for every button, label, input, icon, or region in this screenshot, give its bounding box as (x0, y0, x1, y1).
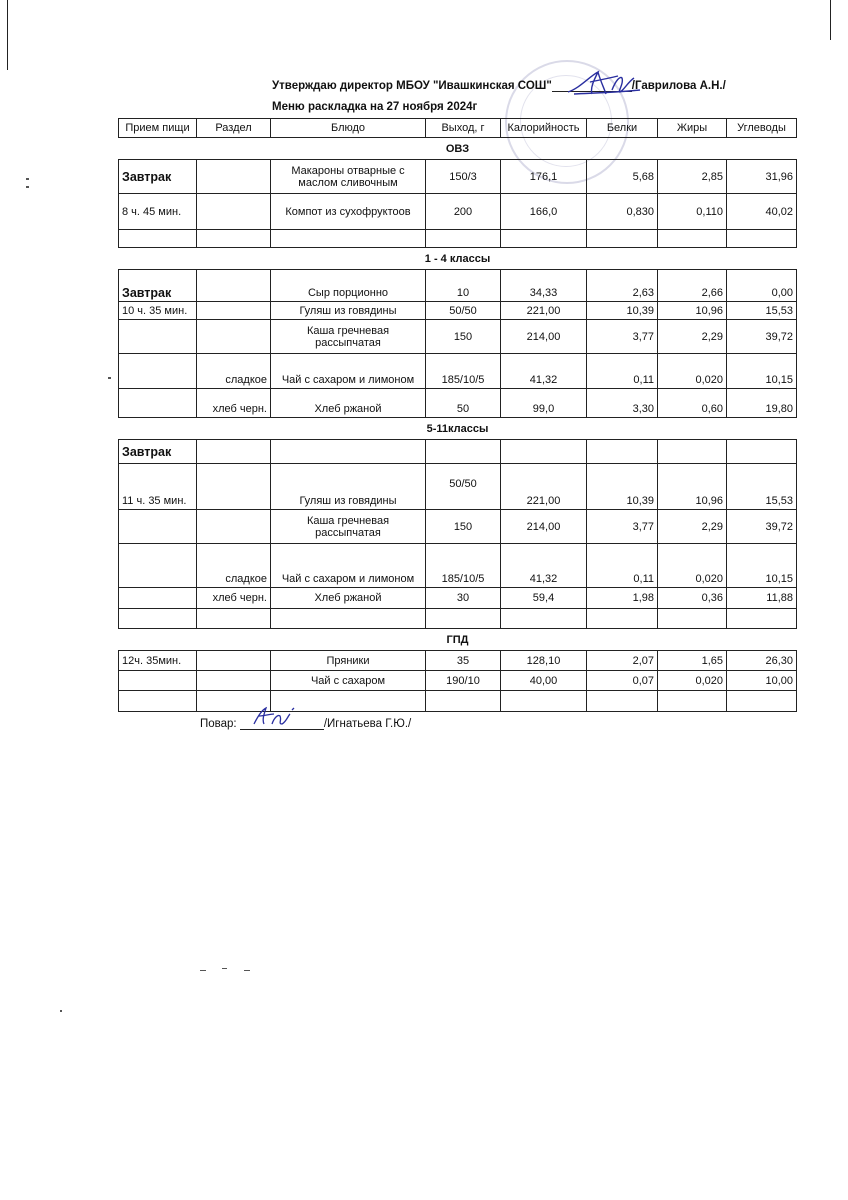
protein-cell: 10,39 (587, 464, 658, 510)
dish-cell: Гуляш из говядины (271, 464, 426, 510)
protein-cell: 2,63 (587, 270, 658, 302)
fat-cell: 10,96 (658, 464, 727, 510)
table-row (119, 270, 797, 302)
meal-time-cell: 11 ч. 35 мин. (119, 464, 197, 510)
meal-cell (119, 544, 197, 588)
fat-cell: 0,020 (658, 354, 727, 389)
yield-cell: 150 (426, 510, 501, 544)
dish-cell: Хлеб ржаной (271, 389, 426, 418)
scan-speck (108, 377, 111, 379)
menu-title: Меню раскладка на 27 ноября 2024г (272, 101, 478, 113)
protein-cell: 3,77 (587, 510, 658, 544)
kcal-cell: 59,4 (501, 588, 587, 609)
cook-signature-underline (240, 717, 324, 730)
section-cell: хлеб черн. (197, 389, 271, 418)
meal-cell (119, 671, 197, 691)
scan-edge-right (830, 0, 831, 40)
kcal-cell: 166,0 (501, 194, 587, 230)
fat-cell: 0,020 (658, 544, 727, 588)
approve-prefix: Утверждаю директор МБОУ "Ивашкинская СОШ" (272, 80, 552, 92)
yield-cell: 50/50 (426, 302, 501, 320)
protein-cell: 3,30 (587, 389, 658, 418)
carbs-cell: 39,72 (727, 320, 797, 354)
column-header: Калорийность (501, 119, 587, 138)
dish-cell: Чай с сахаром и лимоном (271, 544, 426, 588)
meal-cell (119, 588, 197, 609)
column-header: Выход, г (426, 119, 501, 138)
table-row (119, 510, 797, 544)
cook-name: /Игнатьева Г.Ю./ (323, 718, 412, 730)
kcal-cell: 221,00 (501, 464, 587, 510)
meal-time-cell: 8 ч. 45 мин. (119, 194, 197, 230)
section-title-ovz: ОВЗ (445, 142, 470, 155)
column-header: Прием пищи (119, 119, 197, 138)
empty-row (119, 230, 797, 248)
section-cell: сладкое (197, 544, 271, 588)
kcal-cell: 128,10 (501, 651, 587, 671)
carbs-cell: 11,88 (727, 588, 797, 609)
kcal-cell: 40,00 (501, 671, 587, 691)
protein-cell: 0,11 (587, 544, 658, 588)
carbs-cell: 26,30 (727, 651, 797, 671)
section-cell (197, 671, 271, 691)
meal-cell: Завтрак (119, 160, 197, 194)
dish-cell: Пряники (271, 651, 426, 671)
empty-row (119, 609, 797, 629)
scan-speck (244, 970, 250, 971)
fat-cell: 0,36 (658, 588, 727, 609)
meal-cell (119, 320, 197, 354)
yield-cell: 50/50 (426, 464, 501, 510)
section-title-row (119, 418, 797, 440)
section-cell (197, 194, 271, 230)
protein-cell: 0,830 (587, 194, 658, 230)
table-row (119, 440, 797, 464)
table-row (119, 671, 797, 691)
fat-cell: 0,020 (658, 671, 727, 691)
yield-cell: 185/10/5 (426, 354, 501, 389)
dish-cell: Хлеб ржаной (271, 588, 426, 609)
kcal-cell: 214,00 (501, 320, 587, 354)
protein-cell: 3,77 (587, 320, 658, 354)
column-header: Блюдо (271, 119, 426, 138)
meal-time-cell: 12ч. 35мин. (119, 651, 197, 671)
carbs-cell: 19,80 (727, 389, 797, 418)
scan-speck (26, 178, 29, 180)
carbs-cell: 10,15 (727, 354, 797, 389)
kcal-cell: 221,00 (501, 302, 587, 320)
protein-cell: 5,68 (587, 160, 658, 194)
section-title-row (119, 248, 797, 270)
fat-cell: 2,29 (658, 320, 727, 354)
column-header: Белки (587, 119, 658, 138)
meal-time-cell: 10 ч. 35 мин. (119, 302, 197, 320)
column-header: Углеводы (727, 119, 797, 138)
approval-line (272, 79, 726, 92)
meal-cell (119, 354, 197, 389)
kcal-cell: 34,33 (501, 270, 587, 302)
yield-cell: 30 (426, 588, 501, 609)
carbs-cell: 39,72 (727, 510, 797, 544)
fat-cell: 1,65 (658, 651, 727, 671)
column-header: Жиры (658, 119, 727, 138)
table-row (119, 651, 797, 671)
yield-cell: 200 (426, 194, 501, 230)
table-row (119, 389, 797, 418)
dish-cell: Сыр порционно (271, 270, 426, 302)
yield-cell: 10 (426, 270, 501, 302)
column-header: Раздел (197, 119, 271, 138)
scan-speck (200, 970, 206, 971)
section-cell (197, 270, 271, 302)
section-cell: сладкое (197, 354, 271, 389)
carbs-cell: 15,53 (727, 302, 797, 320)
fat-cell: 2,66 (658, 270, 727, 302)
dish-cell: Макароны отварные с маслом сливочным (271, 160, 426, 194)
carbs-cell: 40,02 (727, 194, 797, 230)
meal-cell (119, 389, 197, 418)
carbs-cell: 10,00 (727, 671, 797, 691)
scan-speck (26, 186, 29, 188)
cook-signature-line (200, 717, 411, 730)
table-row (119, 544, 797, 588)
table-row (119, 588, 797, 609)
table-row (119, 194, 797, 230)
dish-cell: Компот из сухофруктоов (271, 194, 426, 230)
approve-name: /Гаврилова А.Н./ (631, 80, 726, 92)
section-title-grades-5-11: 5-11классы (426, 422, 489, 435)
cook-label: Повар: (200, 718, 237, 730)
section-title-gpd: ГПД (446, 633, 469, 646)
dish-cell: Каша гречневая рассыпчатая (271, 320, 426, 354)
kcal-cell: 214,00 (501, 510, 587, 544)
dish-cell: Каша гречневая рассыпчатая (271, 510, 426, 544)
table-row (119, 354, 797, 389)
fat-cell: 10,96 (658, 302, 727, 320)
dish-cell: Чай с сахаром и лимоном (271, 354, 426, 389)
table-row (119, 320, 797, 354)
protein-cell: 2,07 (587, 651, 658, 671)
section-title-row (119, 629, 797, 651)
protein-cell: 10,39 (587, 302, 658, 320)
fat-cell: 0,60 (658, 389, 727, 418)
empty-row (119, 691, 797, 712)
dish-cell: Гуляш из говядины (271, 302, 426, 320)
carbs-cell: 0,00 (727, 270, 797, 302)
meal-cell: Завтрак (119, 440, 197, 464)
scan-edge-left (7, 0, 8, 70)
table-header-row (119, 119, 797, 138)
fat-cell: 2,29 (658, 510, 727, 544)
table-row (119, 302, 797, 320)
yield-cell: 150 (426, 320, 501, 354)
yield-cell: 190/10 (426, 671, 501, 691)
section-cell (197, 160, 271, 194)
meal-cell: Завтрак (119, 270, 197, 302)
fat-cell: 0,110 (658, 194, 727, 230)
carbs-cell: 15,53 (727, 464, 797, 510)
section-cell (197, 320, 271, 354)
section-cell (197, 510, 271, 544)
kcal-cell: 99,0 (501, 389, 587, 418)
section-title-grades-1-4: 1 - 4 классы (424, 252, 491, 265)
kcal-cell: 41,32 (501, 544, 587, 588)
kcal-cell: 41,32 (501, 354, 587, 389)
section-cell (197, 651, 271, 671)
carbs-cell: 10,15 (727, 544, 797, 588)
scan-speck (60, 1010, 62, 1012)
section-cell (197, 464, 271, 510)
yield-cell: 150/3 (426, 160, 501, 194)
menu-table (118, 118, 797, 712)
dish-cell: Чай с сахаром (271, 671, 426, 691)
yield-cell: 50 (426, 389, 501, 418)
carbs-cell: 31,96 (727, 160, 797, 194)
yield-cell: 185/10/5 (426, 544, 501, 588)
section-cell: хлеб черн. (197, 588, 271, 609)
fat-cell: 2,85 (658, 160, 727, 194)
yield-cell: 35 (426, 651, 501, 671)
section-cell (197, 302, 271, 320)
protein-cell: 0,07 (587, 671, 658, 691)
scan-speck (222, 968, 227, 969)
kcal-cell: 176,1 (501, 160, 587, 194)
protein-cell: 1,98 (587, 588, 658, 609)
table-row (119, 464, 797, 510)
director-signature-line (552, 79, 632, 92)
table-row (119, 160, 797, 194)
meal-cell (119, 510, 197, 544)
protein-cell: 0,11 (587, 354, 658, 389)
section-title-row (119, 138, 797, 160)
